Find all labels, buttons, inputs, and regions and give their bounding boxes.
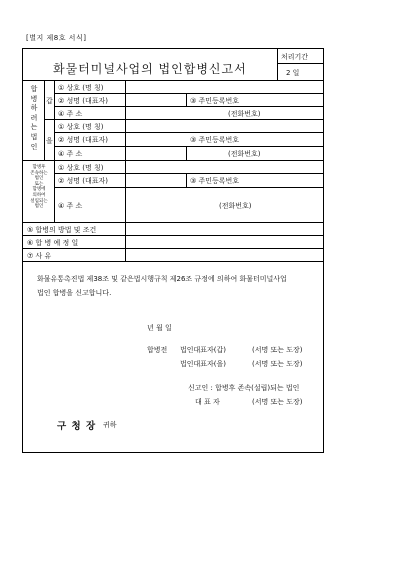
row-line: [54, 173, 323, 174]
form-label: [별지 제8호 서식]: [26, 34, 87, 42]
col-line: [54, 80, 55, 222]
row-line: [23, 222, 323, 223]
field-name-label: ① 상호 (명 칭): [58, 164, 104, 172]
header-divider: [277, 49, 278, 80]
phone-label: (전화번호): [228, 150, 261, 158]
period-label: 처리기간: [281, 53, 309, 61]
field-name-label: ① 상호 (명 칭): [58, 123, 104, 131]
row-line: [23, 261, 323, 262]
row-line: [44, 119, 323, 120]
signer-rep-b: 법인대표자(을): [180, 360, 227, 368]
recipient-office: 구 청 장: [57, 421, 97, 432]
merger-date-label: ⑥ 합 병 예 정 일: [27, 239, 79, 247]
header-period-divider: [277, 63, 324, 64]
new-corp-label: 합병후 존속하는 법인 또는 합병에 의하여 설립되는 법인: [30, 165, 48, 210]
col-line: [44, 80, 45, 160]
report-date-line: 년 월 일: [147, 324, 172, 332]
field-address-label: ④ 주 소: [58, 110, 83, 118]
phone-label: (전화번호): [228, 110, 261, 118]
statement-line-2: 법인 합병을 신고합니다.: [37, 289, 112, 297]
form-title: 화물터미널사업의 법인합병신고서: [53, 62, 247, 76]
row-line: [23, 160, 323, 161]
field-resident-no-label: ③ 주민등록번호: [190, 136, 240, 144]
reporter-rep: 대 표 자: [195, 398, 220, 406]
row-line: [54, 93, 323, 94]
col-line: [186, 93, 187, 106]
row-line: [23, 235, 323, 236]
row-line: [54, 146, 323, 147]
col-line: [186, 146, 187, 160]
field-resident-no-label: ③ 주민등록번호: [190, 97, 240, 105]
signature-note: (서명 또는 도장): [252, 360, 303, 368]
period-value: 2 일: [286, 69, 300, 77]
statement-line-1: 화물유통촉진법 제38조 및 같은법시행규칙 제26조 규정에 의하여 화물터미널사업: [37, 275, 287, 283]
signature-note: (서명 또는 도장): [252, 398, 303, 406]
row-line: [54, 187, 323, 188]
signer-prefix: 합병전: [147, 346, 168, 354]
phone-label: (전화번호): [219, 202, 252, 210]
field-rep-label: ② 성명 (대표자): [58, 136, 108, 144]
row-line: [54, 106, 323, 107]
field-resident-no-label: ③ 주민등록번호: [190, 177, 240, 185]
signer-rep-a: 법인대표자(갑): [180, 346, 227, 354]
row-line: [54, 132, 323, 133]
col-line: [125, 80, 126, 261]
reporter-label: 신고인 : 합병후 존속(설립)되는 법인: [188, 384, 300, 392]
field-address-label: ④ 주 소: [58, 150, 83, 158]
merging-corp-group-label: 합 병 하 려 는 법 인: [30, 85, 38, 151]
field-rep-label: ② 성명 (대표자): [58, 97, 108, 105]
party-a-label: 갑: [46, 97, 53, 105]
field-rep-label: ② 성명 (대표자): [58, 177, 108, 185]
row-line: [23, 248, 323, 249]
field-address-label: ④ 주 소: [58, 202, 83, 210]
recipient-suffix: 귀하: [103, 421, 117, 429]
party-b-label: 을: [46, 137, 53, 145]
field-name-label: ① 상호 (명 칭): [58, 84, 104, 92]
merger-method-label: ⑤ 합병의 방법 및 조건: [27, 226, 97, 234]
col-line: [186, 173, 187, 187]
row-line: [23, 80, 323, 81]
signature-note: (서명 또는 도장): [252, 346, 303, 354]
report-form: [22, 48, 324, 453]
merger-reason-label: ⑦ 사 유: [27, 252, 52, 260]
